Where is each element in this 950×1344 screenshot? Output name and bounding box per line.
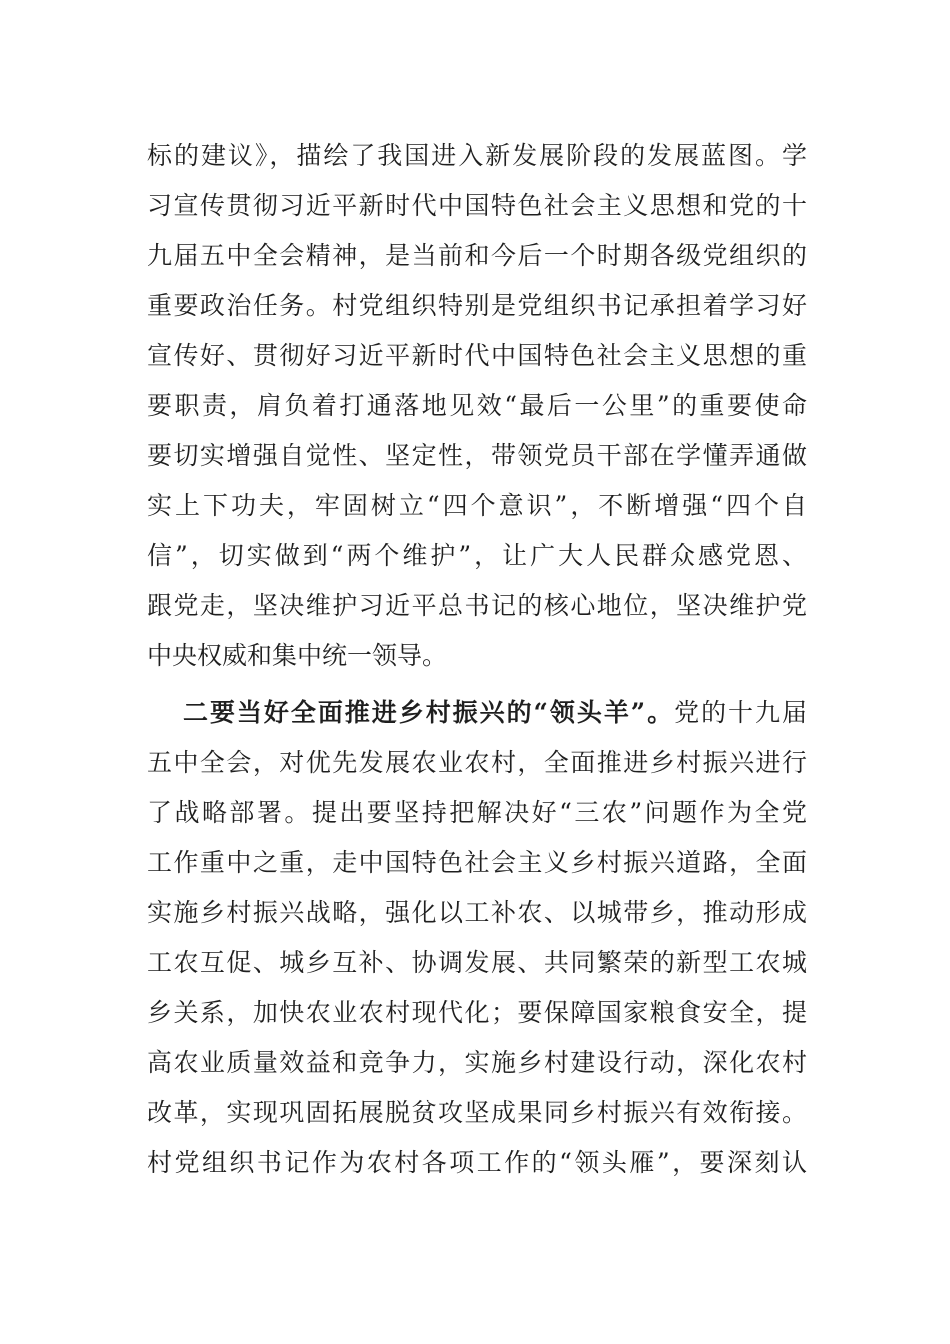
paragraph-1-line: 跟党走，坚决维护习近平总书记的核心地位，坚决维护党: [147, 591, 807, 620]
paragraph-1-line: 标的建议》，描绘了我国进入新发展阶段的发展蓝图。学: [147, 141, 807, 170]
paragraph-1-line: 宣传好、贯彻好习近平新时代中国特色社会主义思想的重: [147, 341, 807, 370]
paragraph-1-line: 九届五中全会精神，是当前和今后一个时期各级党组织的: [147, 241, 807, 270]
paragraph-1-line: 习宣传贯彻习近平新时代中国特色社会主义思想和党的十: [147, 191, 807, 220]
paragraph-2-line: 五中全会，对优先发展农业农村，全面推进乡村振兴进行: [147, 748, 807, 777]
paragraph-2-first-line: [183, 694, 807, 732]
paragraph-2-line: 村党组织书记作为农村各项工作的“领头雁”，要深刻认: [147, 1148, 807, 1177]
paragraph-1-line: 实上下功夫，牢固树立“四个意识”，不断增强“四个自: [147, 491, 807, 520]
paragraph-2-line: 工农互促、城乡互补、协调发展、共同繁荣的新型工农城: [147, 948, 807, 977]
paragraph-1-line: 中央权威和集中统一领导。: [147, 641, 448, 670]
paragraph-1-line: 要职责，肩负着打通落地见效“最后一公里”的重要使命: [147, 391, 807, 420]
paragraph-1-line: 重要政治任务。村党组织特别是党组织书记承担着学习好: [147, 291, 807, 320]
paragraph-1-line: 信”，切实做到“两个维护”，让广大人民群众感党恩、: [147, 541, 807, 570]
section-heading: 二要当好全面推进乡村振兴的“领头羊”。: [183, 698, 675, 727]
paragraph-2-line: 乡关系，加快农业农村现代化；要保障国家粮食安全，提: [147, 998, 807, 1027]
paragraph-2-line: 实施乡村振兴战略，强化以工补农、以城带乡，推动形成: [147, 898, 807, 927]
paragraph-2-line: 了战略部署。提出要坚持把解决好“三农”问题作为全党: [147, 798, 807, 827]
paragraph-2-line: 改革，实现巩固拓展脱贫攻坚成果同乡村振兴有效衔接。: [147, 1098, 807, 1127]
paragraph-2-text: 党的十九届: [674, 698, 807, 727]
paragraph-1-line: 要切实增强自觉性、坚定性，带领党员干部在学懂弄通做: [147, 441, 807, 470]
paragraph-2-line: 工作重中之重，走中国特色社会主义乡村振兴道路，全面: [147, 848, 807, 877]
paragraph-2-line: 高农业质量效益和竞争力，实施乡村建设行动，深化农村: [147, 1048, 807, 1077]
